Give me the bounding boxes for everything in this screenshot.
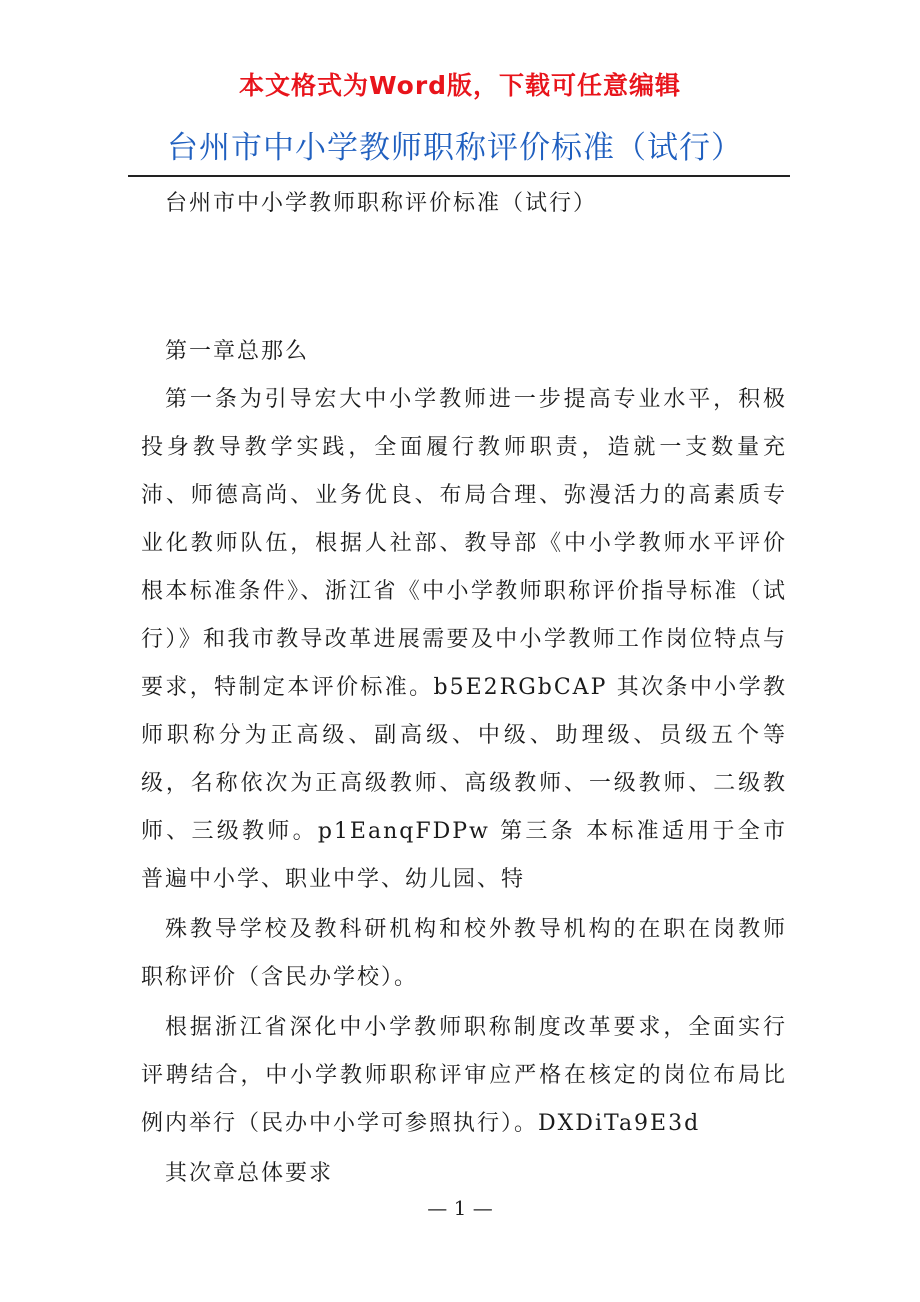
word-format-banner: 本文格式为Word版，下载可任意编辑: [238, 71, 682, 100]
document-subtitle: [141, 186, 787, 222]
paragraph-scope-continued: 殊教导学校及教科研机构和校外教导机构的在职在岗教师职称评价（含民办学校）。: [141, 917, 787, 990]
chapter-heading-1: 第一章总那么: [165, 339, 310, 364]
subtitle-text: 台州市中小学教师职称评价标准（试行）: [165, 191, 598, 216]
paragraph-evaluation-rule: 根据浙江省深化中小学教师职称制度改革要求，全面实行评聘结合，中小学教师职称评审应严格在核定的岗位布局比例内举行（民办中小学可参照执行）。DXDiTa9E3d: [141, 1015, 787, 1136]
page-number: — 1 —: [427, 1196, 493, 1220]
title-divider: [128, 175, 790, 177]
document-body: [141, 328, 787, 1198]
document-title: 台州市中小学教师职称评价标准（试行）: [167, 130, 743, 166]
paragraph-article-1-3: 第一条为引导宏大中小学教师进一步提高专业水平，积极投身教导教学实践，全面履行教师职责，造就一支数量充沛、师德高尚、业务优良、布局合理、弥漫活力的高素质专业化教师队伍，根据人社部、教导部《中小学教师水平评价根本标准条件》、浙江省《中小学教师职称评价指导标准（试行）》和我市教导改革进展需要及中小学教师工作岗位特点与要求，特制定本评价标准。b5E2RGbCAP 其次条中小学教师职称分为正高级、副高级、中级、助理级、员级五个等级，名称依次为正高级教师、高级教师、一级教师、二级教师、三级教师。p1EanqFDPw 第三条 本标准适用于全市普遍中小学、职业中学、幼儿园、特: [141, 387, 787, 892]
chapter-heading-2: 其次章总体要求: [165, 1161, 334, 1186]
